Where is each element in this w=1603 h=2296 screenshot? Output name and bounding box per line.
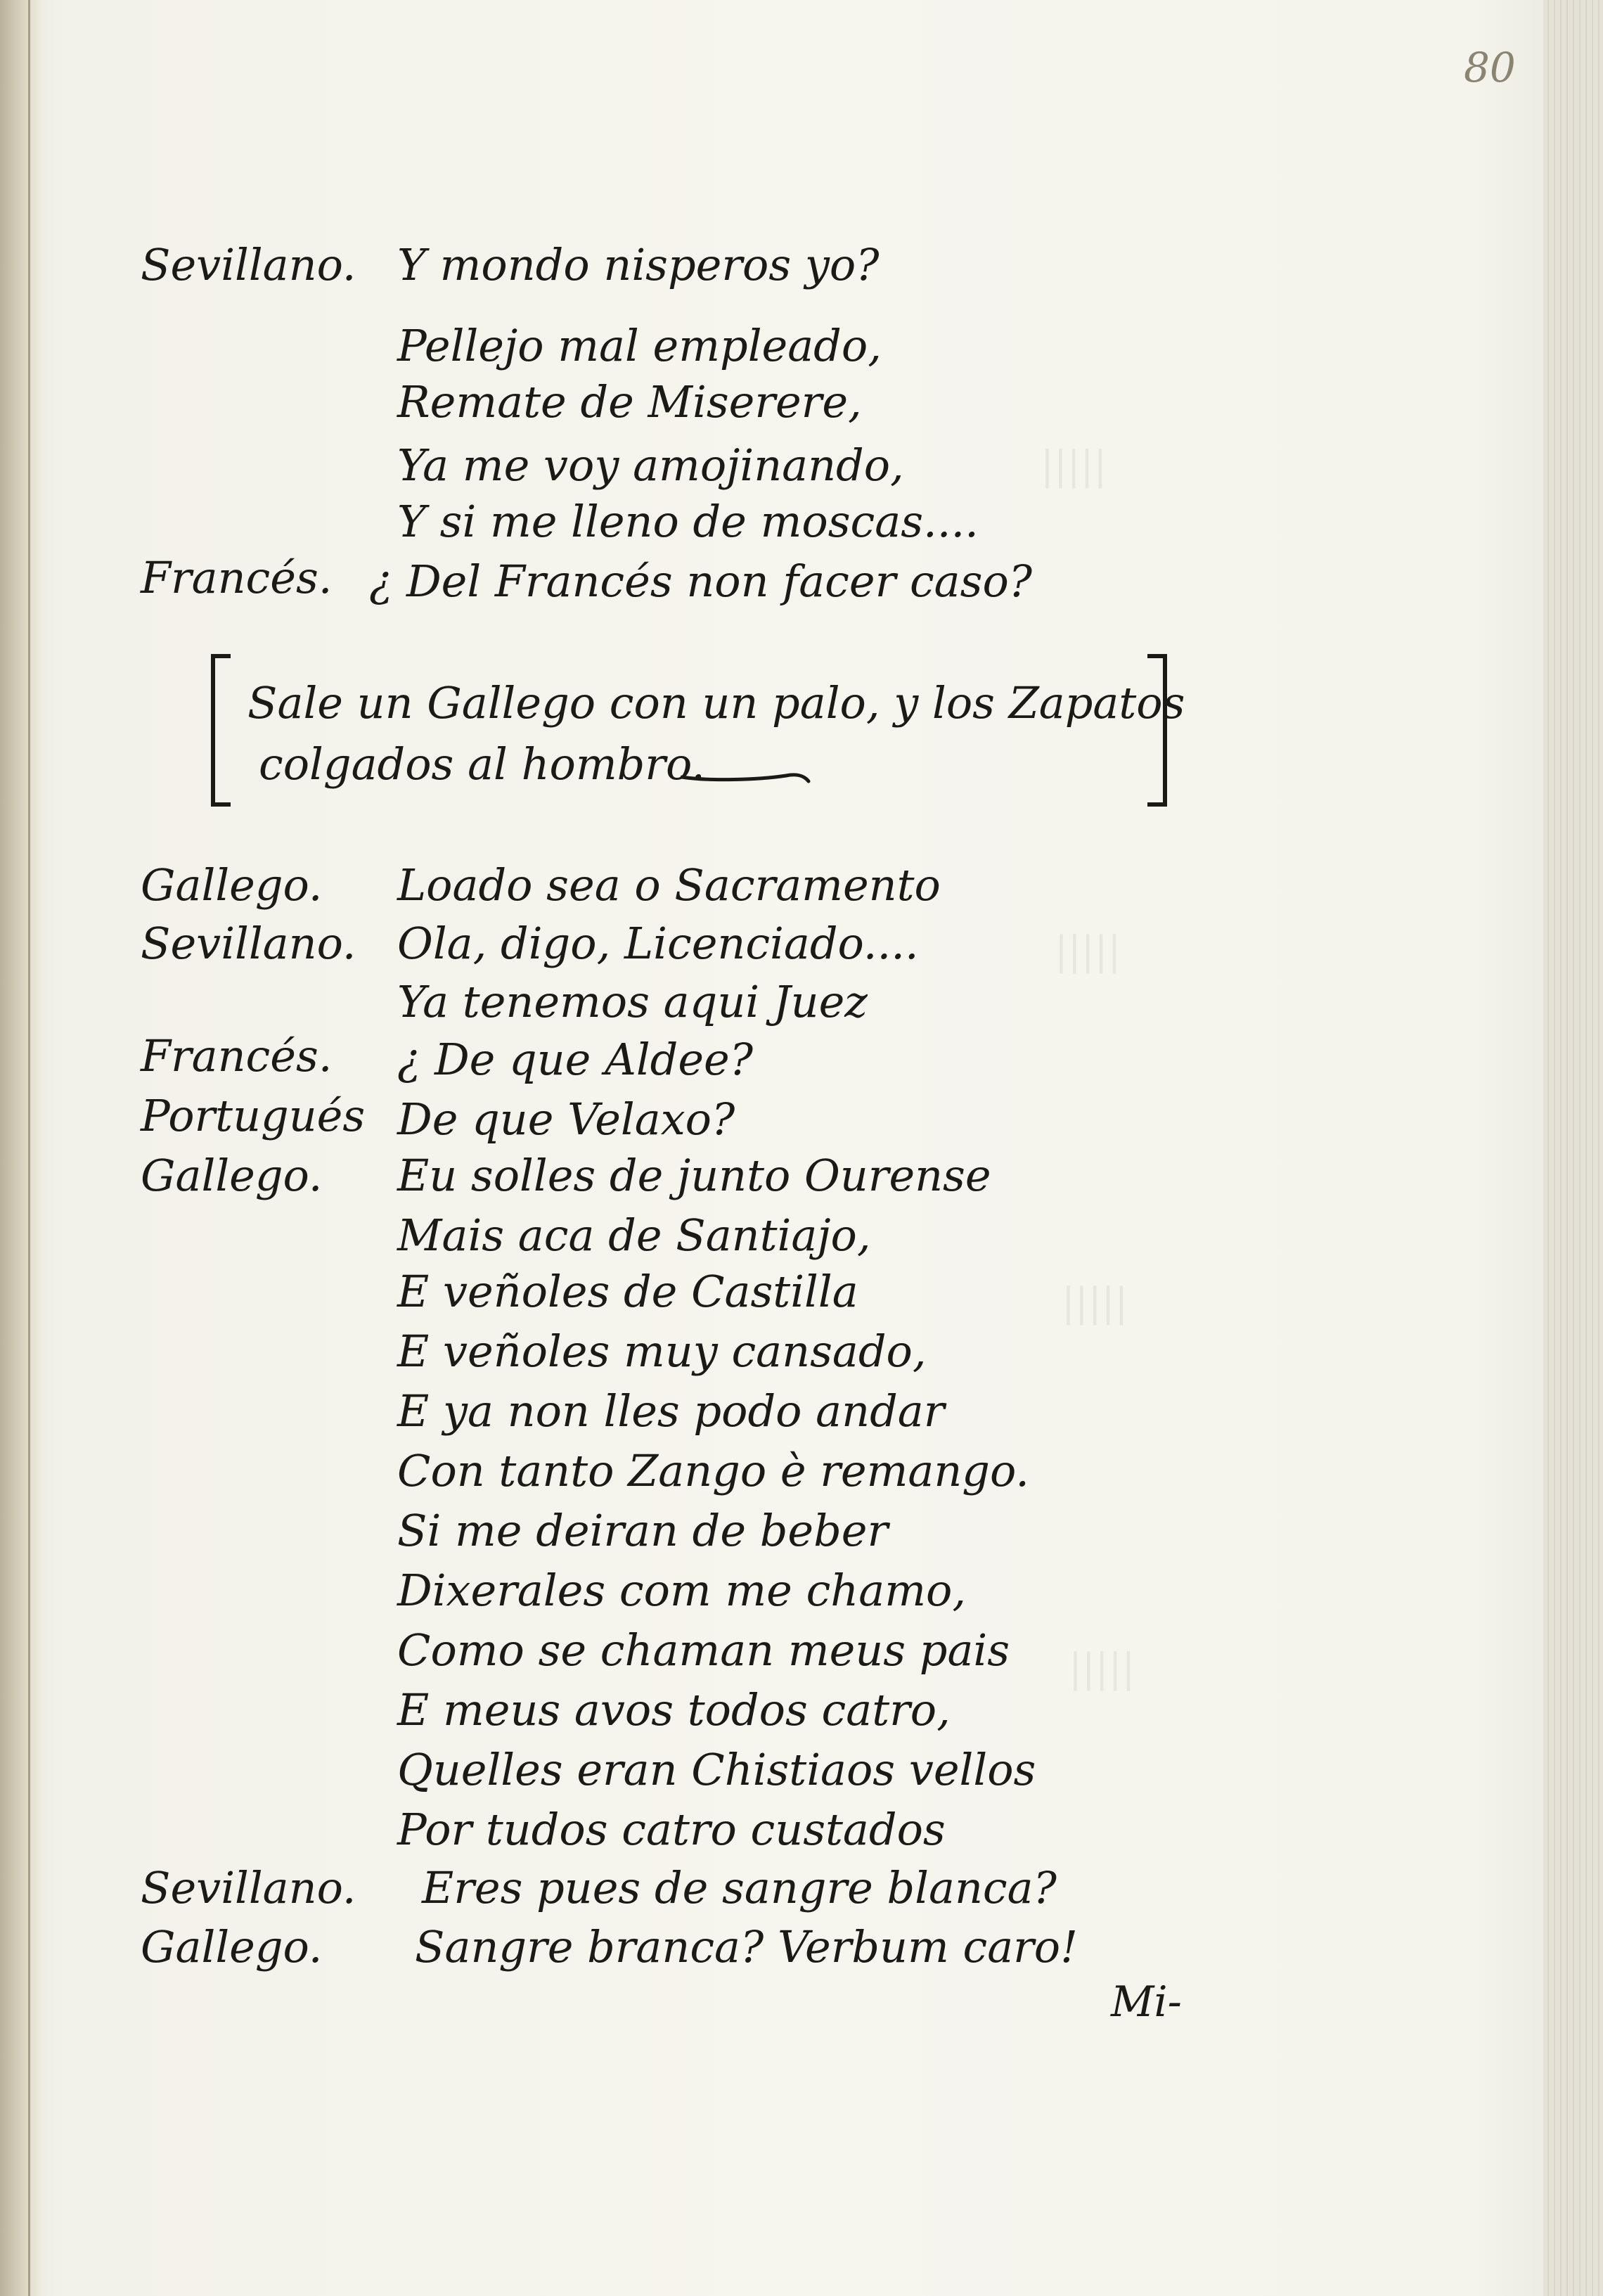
show-through: ||||| xyxy=(1062,1280,1128,1326)
verse-line: Mais aca de Santiajo, xyxy=(397,1210,871,1261)
show-through: ||||| xyxy=(1041,443,1107,489)
verse-line: Sangre branca? Verbum caro! xyxy=(415,1921,1079,1973)
speaker-label: Gallego. xyxy=(141,859,323,911)
verse-line: Si me deiran de beber xyxy=(397,1505,889,1556)
verse-line: Quelles eran Chistiaos vellos xyxy=(397,1744,1036,1795)
verse-line: Por tudos catro custados xyxy=(397,1804,946,1855)
binding-gutter xyxy=(0,0,42,2296)
verse-line: Eu solles de junto Ourense xyxy=(397,1150,991,1201)
stage-direction-bracket-left xyxy=(211,654,231,807)
verse-line: Y si me lleno de moscas.... xyxy=(397,496,979,547)
speaker-label: Sevillano. xyxy=(141,239,356,290)
stage-direction-line: Sale un Gallego con un palo, y los Zapatos xyxy=(247,677,1185,729)
speaker-label: Gallego. xyxy=(141,1150,323,1201)
show-through: ||||| xyxy=(1069,1646,1135,1691)
binding-fold xyxy=(28,0,30,2296)
stage-direction-line: colgados al hombro. xyxy=(259,738,705,790)
verse-line: Y mondo nisperos yo? xyxy=(397,239,880,290)
verse-line: E meus avos todos catro, xyxy=(397,1684,951,1736)
verse-line: Ola, digo, Licenciado.... xyxy=(397,918,919,969)
verse-line: Loado sea o Sacramento xyxy=(397,859,941,911)
speaker-label: Francés. xyxy=(141,552,333,603)
catchword: Mi- xyxy=(1111,1977,1182,2027)
page-edges xyxy=(1543,0,1603,2296)
verse-line: E ya non lles podo andar xyxy=(397,1385,945,1437)
show-through: ||||| xyxy=(1055,928,1121,974)
verse-line: E veñoles muy cansado, xyxy=(397,1326,927,1377)
verse-line: E veñoles de Castilla xyxy=(397,1266,858,1317)
verse-line: Ya tenemos aqui Juez xyxy=(397,976,868,1027)
verse-line: ¿ Del Francés non facer caso? xyxy=(369,556,1033,607)
verse-line: Remate de Miserere, xyxy=(397,376,862,428)
verse-line: Pellejo mal empleado, xyxy=(397,320,882,371)
speaker-label: Sevillano. xyxy=(141,1862,356,1913)
speaker-label: Gallego. xyxy=(141,1921,323,1973)
speaker-label: Portugués xyxy=(141,1090,366,1141)
verse-line: Como se chaman meus pais xyxy=(397,1624,1010,1676)
verse-line: De que Velaxo? xyxy=(397,1094,735,1145)
verse-line: Eres pues de sangre blanca? xyxy=(422,1862,1057,1913)
speaker-label: Sevillano. xyxy=(141,918,356,969)
speaker-label: Francés. xyxy=(141,1030,333,1082)
verse-line: Dixerales com me chamo, xyxy=(397,1565,967,1616)
verse-line: Con tanto Zango è remango. xyxy=(397,1445,1029,1496)
flourish-ornament xyxy=(681,769,811,787)
verse-line: ¿ De que Aldee? xyxy=(397,1034,753,1085)
verse-line: Ya me voy amojinando, xyxy=(397,440,904,491)
folio-number: 80 xyxy=(1464,44,1516,91)
